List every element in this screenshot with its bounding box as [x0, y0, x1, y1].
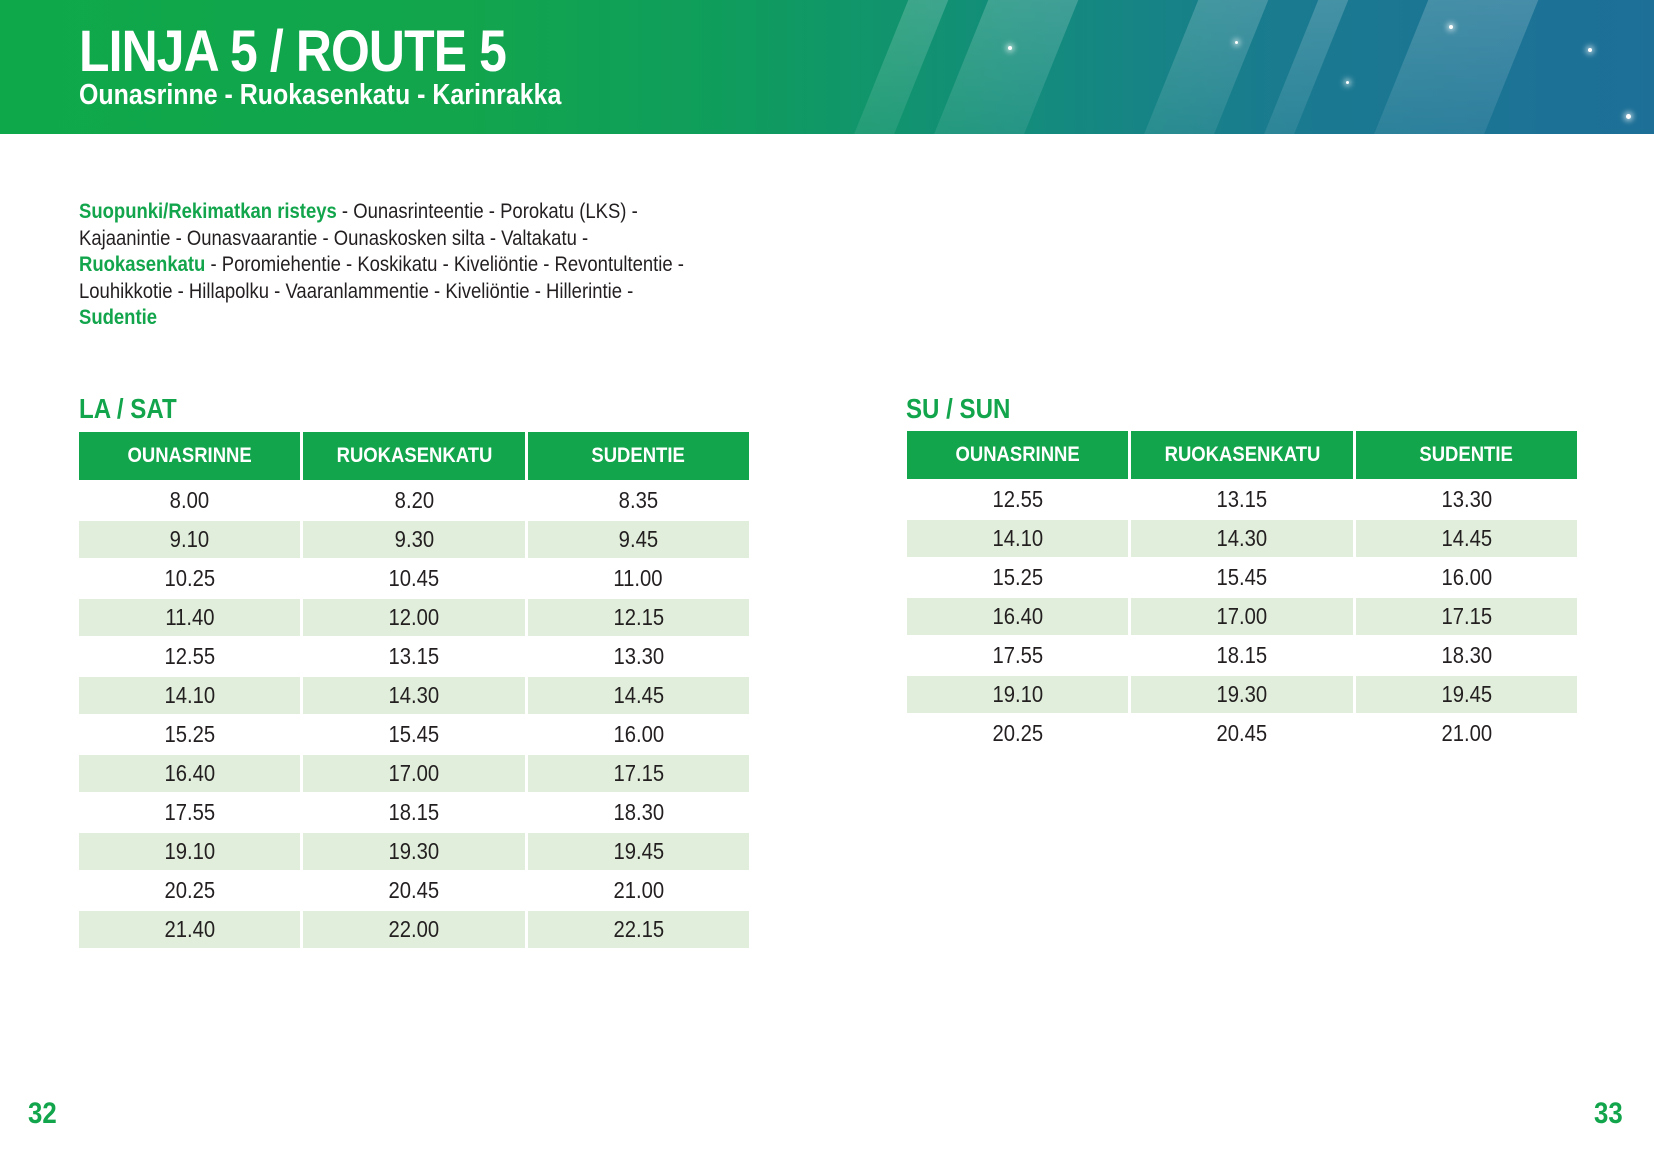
- timetable-header-row: [907, 431, 1577, 479]
- departure-time-cell: [303, 636, 524, 675]
- timetable-row: [907, 674, 1577, 713]
- departure-time: 17.55: [992, 642, 1043, 668]
- departure-time: 12.55: [164, 643, 215, 669]
- departure-time-cell: [528, 870, 749, 909]
- departure-time: 21.00: [1441, 720, 1492, 746]
- departure-time: 13.30: [1441, 486, 1492, 512]
- departure-time: 13.30: [613, 643, 664, 669]
- departure-time: 20.45: [1216, 720, 1268, 746]
- departure-time-cell: [303, 792, 524, 831]
- departure-time-cell: [79, 831, 300, 870]
- departure-time: 11.40: [165, 604, 215, 630]
- route-stop-highlight: Sudentie: [79, 306, 158, 330]
- departure-time: 15.45: [388, 721, 440, 747]
- departure-time-cell: [907, 635, 1128, 674]
- departure-time: 19.45: [1441, 681, 1492, 707]
- aurora-ray: [1126, 0, 1285, 134]
- departure-time: 22.15: [613, 916, 664, 942]
- page-number-right: 33: [1594, 1097, 1623, 1130]
- star-sparkle: [1235, 41, 1238, 44]
- departure-time: 10.45: [388, 565, 440, 591]
- departure-time-cell: [1131, 674, 1352, 713]
- departure-time-cell: [1356, 557, 1577, 596]
- departure-time-cell: [303, 714, 524, 753]
- departure-time-cell: [528, 909, 749, 948]
- timetable-row: [79, 714, 749, 753]
- page-number-left: 32: [28, 1097, 57, 1130]
- route-title: LINJA 5 / ROUTE 5: [79, 19, 507, 84]
- departure-time-cell: [303, 831, 524, 870]
- departure-time-cell: [528, 714, 749, 753]
- route-stop-highlight: Suopunki/Rekimatkan risteys: [79, 200, 337, 223]
- departure-time-cell: [1356, 635, 1577, 674]
- departure-time-cell: [907, 518, 1128, 557]
- star-sparkle: [1588, 48, 1592, 52]
- departure-time-cell: [1356, 479, 1577, 518]
- timetable-header-row: [79, 432, 749, 480]
- departure-time-cell: [303, 753, 524, 792]
- timetable-row: [907, 557, 1577, 596]
- star-sparkle: [1346, 81, 1349, 84]
- departure-time: 15.25: [992, 564, 1043, 590]
- timetable-row: [907, 479, 1577, 518]
- departure-time: 21.00: [613, 877, 664, 903]
- departure-time-cell: [79, 792, 300, 831]
- departure-time-cell: [1131, 479, 1352, 518]
- departure-time-cell: [79, 714, 300, 753]
- timetable-row: [79, 831, 749, 870]
- timetable-row: [79, 636, 749, 675]
- departure-time-cell: [79, 519, 300, 558]
- timetable-row: [79, 792, 749, 831]
- column-header-sudentie: SUDENTIE: [1356, 431, 1577, 479]
- timetable-row: [79, 870, 749, 909]
- sunday-schedule-title: SU / SUN: [906, 393, 1011, 424]
- departure-time-cell: [1131, 557, 1352, 596]
- departure-time: 16.00: [613, 721, 664, 747]
- departure-time-cell: [303, 480, 524, 519]
- departure-time: 19.30: [388, 838, 440, 864]
- departure-time-cell: [528, 792, 749, 831]
- saturday-timetable: [76, 432, 752, 948]
- timetable-row: [79, 597, 749, 636]
- column-header-ruokasenkatu: RUOKASENKATU: [1131, 431, 1352, 479]
- departure-time: 8.00: [169, 487, 210, 513]
- timetable-row: [907, 635, 1577, 674]
- aurora-ray: [1246, 0, 1365, 134]
- departure-time-cell: [907, 674, 1128, 713]
- departure-time: 21.40: [164, 916, 215, 942]
- departure-time-cell: [79, 480, 300, 519]
- route-header-banner: [0, 0, 1654, 134]
- departure-time-cell: [907, 713, 1128, 752]
- departure-time: 8.35: [618, 487, 659, 513]
- departure-time-cell: [528, 675, 749, 714]
- timetable-row: [79, 519, 749, 558]
- column-header-ounasrinne: OUNASRINNE: [79, 432, 300, 480]
- departure-time-cell: [528, 558, 749, 597]
- departure-time-cell: [1356, 596, 1577, 635]
- departure-time: 18.30: [1441, 642, 1492, 668]
- route-stop-text: Louhikkotie - Hillapolku - Vaaranlammentie - Kiveliöntie - Hillerintie -: [79, 279, 634, 303]
- departure-time: 14.45: [613, 682, 664, 708]
- departure-time: 14.45: [1441, 525, 1492, 551]
- departure-time-cell: [907, 557, 1128, 596]
- timetable-row: [907, 518, 1577, 557]
- departure-time-cell: [1131, 518, 1352, 557]
- saturday-schedule-title: LA / SAT: [79, 393, 177, 424]
- departure-time-cell: [1356, 674, 1577, 713]
- departure-time: 14.30: [388, 682, 440, 708]
- departure-time-cell: [303, 558, 524, 597]
- departure-time: 17.15: [613, 760, 664, 786]
- departure-time: 20.45: [388, 877, 440, 903]
- departure-time: 16.00: [1441, 564, 1492, 590]
- aurora-ray: [916, 0, 1095, 134]
- departure-time-cell: [1356, 518, 1577, 557]
- departure-time: 20.25: [992, 720, 1043, 746]
- star-sparkle: [1626, 114, 1631, 119]
- departure-time: 18.30: [613, 799, 664, 825]
- departure-time-cell: [303, 870, 524, 909]
- departure-time-cell: [528, 831, 749, 870]
- departure-time: 19.30: [1216, 681, 1268, 707]
- departure-time-cell: [528, 636, 749, 675]
- timetable-row: [79, 675, 749, 714]
- departure-time: 15.45: [1216, 564, 1268, 590]
- departure-time-cell: [528, 597, 749, 636]
- departure-time-cell: [528, 753, 749, 792]
- timetable-row: [79, 480, 749, 519]
- departure-time-cell: [1131, 713, 1352, 752]
- route-stops-description: [79, 199, 765, 332]
- timetable-row: [79, 753, 749, 792]
- departure-time: 20.25: [164, 877, 215, 903]
- departure-time-cell: [303, 597, 524, 636]
- column-header-sudentie: SUDENTIE: [528, 432, 749, 480]
- departure-time: 11.00: [613, 565, 663, 591]
- departure-time: 12.55: [992, 486, 1043, 512]
- route-stop-text: - Poromiehentie - Koskikatu - Kiveliöntie - Revontultentie -: [205, 253, 684, 277]
- departure-time: 13.15: [388, 643, 440, 669]
- departure-time-cell: [528, 519, 749, 558]
- departure-time: 13.15: [1216, 486, 1268, 512]
- departure-time-cell: [303, 675, 524, 714]
- route-stop-highlight: Ruokasenkatu: [79, 253, 206, 277]
- departure-time: 14.30: [1216, 525, 1268, 551]
- departure-time: 17.00: [1216, 603, 1268, 629]
- departure-time: 17.55: [164, 799, 215, 825]
- star-sparkle: [1008, 46, 1012, 50]
- departure-time-cell: [907, 479, 1128, 518]
- departure-time-cell: [79, 870, 300, 909]
- departure-time: 17.00: [388, 760, 440, 786]
- departure-time: 12.00: [388, 604, 440, 630]
- departure-time-cell: [79, 753, 300, 792]
- departure-time: 10.25: [164, 565, 215, 591]
- route-subtitle: Ounasrinne - Ruokasenkatu - Karinrakka: [79, 79, 562, 111]
- timetable-row: [79, 558, 749, 597]
- star-sparkle: [1449, 25, 1453, 29]
- departure-time: 19.10: [992, 681, 1043, 707]
- departure-time-cell: [79, 675, 300, 714]
- timetable-row: [907, 713, 1577, 752]
- departure-time-cell: [303, 519, 524, 558]
- column-header-ruokasenkatu: RUOKASENKATU: [303, 432, 524, 480]
- departure-time: 12.15: [613, 604, 664, 630]
- departure-time: 14.10: [992, 525, 1043, 551]
- route-stop-text: - Ounasrinteentie - Porokatu (LKS) -: [336, 200, 638, 223]
- departure-time: 8.20: [394, 487, 434, 513]
- departure-time-cell: [79, 636, 300, 675]
- departure-time: 19.10: [164, 838, 215, 864]
- departure-time-cell: [1131, 596, 1352, 635]
- sunday-timetable: [904, 431, 1580, 752]
- route-stop-text: Kajaanintie - Ounasvaarantie - Ounaskosken silta - Valtakatu -: [79, 226, 589, 250]
- timetable-row: [907, 596, 1577, 635]
- column-header-ounasrinne: OUNASRINNE: [907, 431, 1128, 479]
- departure-time: 9.10: [169, 526, 210, 552]
- departure-time: 18.15: [1216, 642, 1268, 668]
- departure-time-cell: [303, 909, 524, 948]
- departure-time-cell: [79, 558, 300, 597]
- departure-time-cell: [79, 909, 300, 948]
- departure-time: 16.40: [992, 603, 1043, 629]
- timetable-row: [79, 909, 749, 948]
- departure-time: 17.15: [1441, 603, 1492, 629]
- departure-time: 16.40: [164, 760, 215, 786]
- departure-time: 15.25: [164, 721, 215, 747]
- departure-time-cell: [1356, 713, 1577, 752]
- departure-time-cell: [528, 480, 749, 519]
- departure-time: 22.00: [388, 916, 440, 942]
- departure-time-cell: [907, 596, 1128, 635]
- departure-time: 14.10: [164, 682, 215, 708]
- departure-time-cell: [1131, 635, 1352, 674]
- departure-time: 9.45: [618, 526, 659, 552]
- departure-time: 9.30: [394, 526, 434, 552]
- departure-time-cell: [79, 597, 300, 636]
- departure-time: 19.45: [613, 838, 664, 864]
- departure-time: 18.15: [388, 799, 440, 825]
- aurora-ray: [1356, 0, 1555, 134]
